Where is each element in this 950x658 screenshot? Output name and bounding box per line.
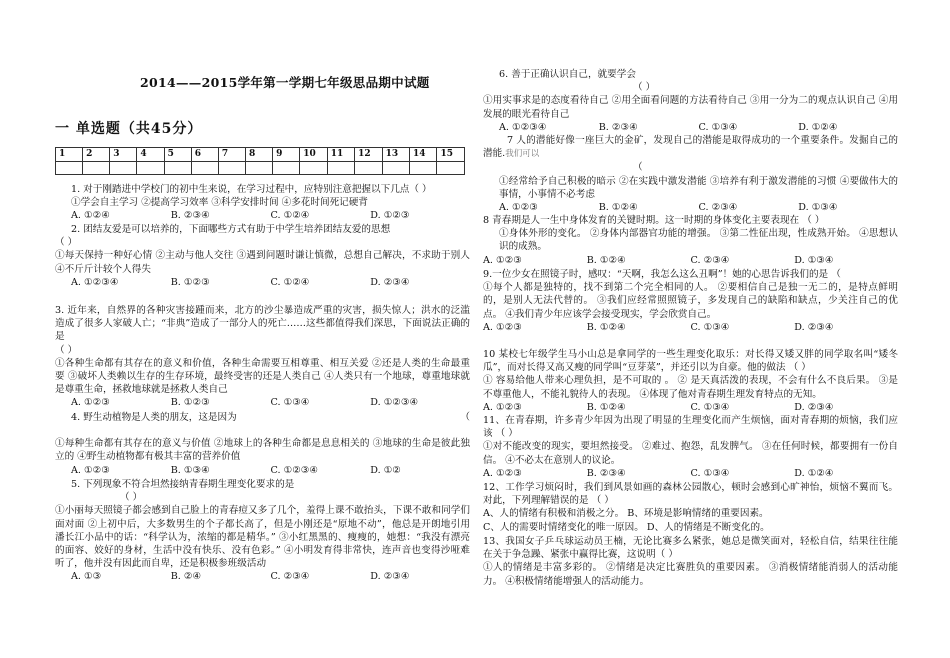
option-b: B. ①③④: [170, 464, 210, 476]
stem-note: 我们可以: [505, 149, 540, 160]
option-b: B. ①②④: [598, 202, 638, 214]
answer-cell[interactable]: [410, 162, 437, 175]
answer-cell[interactable]: [437, 162, 465, 175]
option-a: A. ①②③: [499, 202, 538, 214]
option-d: D. ②③④: [370, 571, 410, 583]
answer-cell[interactable]: [110, 162, 137, 175]
option-a: A. ①②④: [71, 210, 110, 222]
option-a: A. ①③: [71, 571, 102, 583]
option-d: D. ①②③④: [370, 397, 419, 409]
question-stem: 6. 善于正确认识自己，就要学会: [499, 69, 636, 80]
answer-grid-blank-row: [56, 162, 465, 175]
option-b: B. ①②④: [586, 254, 626, 266]
question-8: [483, 214, 898, 267]
question-12: [483, 481, 898, 534]
answer-cell-number: 12: [355, 148, 382, 162]
answer-cell-number: 8: [245, 148, 272, 162]
option-a: A. ①②③: [71, 464, 110, 476]
option-d: D. ①③④: [798, 202, 838, 214]
option-c: C. ②③④: [690, 254, 730, 266]
option-a: A. ①②③: [71, 397, 110, 409]
answer-cell[interactable]: [164, 162, 191, 175]
question-stem: 10 某校七年级学生马小山总是拿同学的一些生理变化取乐：对长得又矮又胖的同学取名叫“矮冬瓜”，而对长得又高又瘦的同学叫“豆芽菜”，并还引以为自豪。他的做法 （ ）: [483, 349, 898, 374]
question-items: ①身体外形的变化。 ②身体内部器官功能的增强。 ③第二性征出现，性成熟开始。 ④思想认识的成熟。: [499, 228, 898, 253]
option-d: D. ①②④: [798, 121, 838, 133]
option-d: D. ①②③: [370, 210, 410, 222]
option-a: A. ①②③④: [71, 276, 119, 288]
option-c: C. ①②④: [270, 276, 310, 288]
answer-cell-number: 11: [327, 148, 354, 162]
answer-cell[interactable]: [137, 162, 164, 175]
answer-options: [483, 401, 898, 414]
answer-options: [55, 570, 470, 583]
option-b: B. ①②③: [170, 276, 210, 288]
option-c: C. ①③④: [690, 401, 730, 413]
answer-options: [55, 464, 470, 477]
question-stem: 12、工作学习烦闷时，我们到风景如画的森林公园散心，顿时会感到心旷神怡，烦恼不翼而飞。对此，下列理解错误的是 （ ）: [483, 482, 898, 507]
answer-cell-number: 2: [83, 148, 110, 162]
option-a: A. ①②③: [483, 401, 522, 413]
question-3: [55, 304, 470, 410]
answer-cell[interactable]: [273, 162, 300, 175]
answer-cell-number: 6: [191, 148, 218, 162]
answer-grid-header: [56, 148, 465, 162]
question-items: ①对不能改变的现实，要坦然接受。 ②难过、抱怨，乱发脾气。 ③在任何时候，都要拥有一份自信。 ④不必太在意别人的议论。: [483, 441, 898, 466]
question-stem: 3. 近年来，自然界的各种灾害接踵而来，北方的沙尘暴造成严重的灾害，损失惊人；洪水的泛滥造成了很多人家破人亡；“非典”造成了一部分人的死亡……这些都值得我们深思，下面说法正确的是: [55, 305, 470, 343]
question-stem: [55, 411, 470, 424]
question-9: [483, 268, 898, 334]
option-a: A. ①②③: [483, 254, 522, 266]
answer-cell[interactable]: [56, 162, 83, 175]
answer-cell[interactable]: [355, 162, 382, 175]
question-items: ①用实事求是的态度看待自己 ②用全面看问题的方法看待自己 ③用一分为二的观点认识自己 ④用发展的眼光看待自己: [483, 95, 898, 120]
question-items: ①经常给予自己积极的暗示 ②在实践中激发潜能 ③培养有利于激发潜能的习惯 ④要做伟大的事情，小事情不必考虑: [499, 175, 898, 200]
question-stem: 5. 下列现象不符合坦然接纳青春期生理变化要求的是: [71, 479, 295, 490]
answer-paren: （ ）: [55, 344, 78, 356]
stem-text: 4. 野生动植物是人类的朋友，这是因为: [71, 412, 237, 423]
answer-cell[interactable]: [300, 162, 327, 175]
question-items: ① 容易给他人带来心理负担，是不可取的 。 ② 是天真活泼的表现，不会有什么不良后果。 ③是不尊重他人，不能礼貌待人的表现。 ④体现了他对青春期生理发育特点的无知。: [483, 375, 898, 400]
answer-cell[interactable]: [382, 162, 409, 175]
question-stem: 11、在青春期，许多青少年因为出现了明显的生理变化而产生烦恼，面对青春期的烦恼，我们应该 （ ）: [483, 415, 898, 440]
answer-grid: [55, 147, 465, 175]
question-items: ①每天保持一种好心情 ②主动与他人交往 ③遇到问题时谦让慎微，总想自己解决，不求助于别人 ④不斤斤计较个人得失: [55, 250, 470, 275]
question-items-line-2: C、人的需要时情绪变化的唯一原因。 D、人的情绪是不断变化的。: [483, 521, 770, 533]
question-items: ①学会自主学习 ②提高学习效率 ③科学安排时间 ④多花时间死记硬背: [71, 197, 368, 209]
answer-cell-number: 1: [56, 148, 83, 162]
option-b: B. ②③④: [598, 121, 638, 133]
section-heading: 一 单选题（共45分）: [55, 121, 203, 137]
option-b: B. ①②③: [170, 397, 210, 409]
question-stem: 9.一位少女在照镜子时，感叹：“天啊，我怎么这么丑啊”！她的心思告诉我们的是 （: [483, 269, 841, 280]
question-items: ①每个人都是独特的，找不到第二个完全相同的人。 ②要相信自己是独一无二的，是特点鲜明的，是别人无法代替的。 ③我们应经常照照镜子，多发现自己的缺陷和缺点，少关注自己的优点。 ④我们青少年应该学会接受现实，学会欣赏自己。: [483, 282, 898, 320]
question-stem: 2. 团结友爱是可以培养的，下面哪些方式有助于中学生培养团结友爱的思想: [71, 224, 391, 235]
option-c: C. ①③④: [690, 467, 730, 479]
answer-paren: （: [633, 162, 643, 174]
question-7: [483, 134, 898, 214]
question-4: [55, 411, 470, 477]
option-d: D. ②③④: [794, 401, 834, 413]
answer-cell[interactable]: [83, 162, 110, 175]
option-b: B. ①②④: [586, 401, 626, 413]
answer-options: [483, 121, 898, 134]
option-b: B. ②③④: [170, 210, 210, 222]
question-items: ①小丽每天照镜子都会感到自己脸上的青春痘又多了几个，羞得上课不敢抬头，下课不敢和同学们面对面 ②上初中后，大多数男生的个子都长高了，但是小刚还是“原地不动”，他总是开朗地引用潘长江小品中的话：“科学认为，浓缩的都是精华。” ③小红黑黑的、瘦瘦的，她想：“我没有漂亮的面容、姣好的身材，生活中没有快乐、没有色彩。” ④小明发育得非常快，连声音也变得沙哑难听了，他并没有因此而自卑，还是积极参班级活动: [55, 505, 470, 570]
answer-cell-number: 3: [110, 148, 137, 162]
option-c: C. ①②③④: [270, 464, 319, 476]
question-items-line-1: A、人的情绪有积极和消极之分。 B、环境是影响情绪的重要因素。: [483, 508, 769, 520]
answer-options: [483, 201, 898, 214]
answer-cell-number: 15: [437, 148, 465, 162]
question-items: ①人的情绪是丰富多彩的。 ②情绪是决定比赛胜负的重要因素。 ③消极情绪能消弱人的活动能力。 ④积极情绪能增强人的活动能力。: [483, 562, 898, 587]
answer-paren: （: [460, 412, 470, 423]
question-11: [483, 414, 898, 480]
option-d: D. ②③④: [794, 321, 834, 333]
option-b: B. ②④: [170, 571, 202, 583]
answer-paren: （ ）: [633, 82, 656, 94]
question-2: [55, 223, 470, 289]
option-a: A. ①②③④: [499, 121, 547, 133]
answer-cell[interactable]: [218, 162, 245, 175]
option-a: A. ①②③: [483, 321, 522, 333]
question-10: [483, 348, 898, 414]
answer-cell[interactable]: [327, 162, 354, 175]
answer-options: [55, 276, 470, 289]
question-stem: 8 青春期是人一生中身体发育的关键时期。这一时期的身体变化主要表现在 （ ）: [483, 215, 825, 226]
question-items: ①各种生命都有其存在的意义和价值，各种生命需要互相尊重、相互关爱 ②还是人类的生命最重要 ③破坏人类赖以生存的生存环境，最终受害的还是人类自己 ④人类只有一个地球，尊重地球就是尊重生命，拯救地球就是拯救人类自己: [55, 357, 470, 396]
option-c: C. ①③④: [698, 121, 738, 133]
stem-text: 7 人的潜能好像一座巨大的金矿，发现自己的潜能是取得成功的一个重要条件。发掘自己的潜能.: [483, 135, 898, 160]
page-title: 2014——2015学年第一学期七年级思品期中试题: [140, 75, 430, 90]
answer-cell-number: 14: [410, 148, 437, 162]
question-5: [55, 478, 470, 584]
answer-cell[interactable]: [191, 162, 218, 175]
question-13: [483, 535, 898, 588]
answer-paren: （ ）: [55, 237, 78, 249]
option-a: A. ①②③: [483, 467, 522, 479]
option-c: C. ①③④: [690, 321, 730, 333]
answer-paren: （ ）: [120, 492, 143, 504]
question-1: [55, 183, 470, 223]
question-stem: [483, 134, 898, 161]
question-stem: 1. 对于刚踏进中学校门的初中生来说，在学习过程中，应特别注意把握以下几点（ ）: [71, 184, 432, 195]
option-c: C. ①③④: [270, 397, 310, 409]
option-c: C. ②③④: [698, 202, 738, 214]
question-stem: 13、我国女子乒乓球运动员王楠，无论比赛多么紧张，她总是微笑面对，轻松自信，结果往往能在关于争急躁、紧张中赢得比赛，这说明（ ）: [483, 536, 898, 561]
answer-cell-number: 7: [218, 148, 245, 162]
option-d: D. ①③④: [794, 254, 834, 266]
option-d: D. ①②: [370, 464, 401, 476]
answer-cell-number: 5: [164, 148, 191, 162]
option-b: B. ①②④: [586, 321, 626, 333]
answer-options: [55, 209, 470, 222]
question-items: ①每种生命都有其存在的意义与价值 ②地球上的各种生命都是息息相关的 ③地球的生命是彼此独立的 ④野生动植物都有极其丰富的营养价值: [55, 438, 470, 463]
answer-cell[interactable]: [245, 162, 272, 175]
option-c: C. ②③④: [270, 571, 310, 583]
option-b: B. ②③④: [586, 467, 626, 479]
answer-options: [55, 396, 470, 409]
answer-cell-number: 13: [382, 148, 409, 162]
option-d: D. ②③④: [370, 276, 410, 288]
answer-options: [483, 321, 898, 334]
answer-options: [483, 467, 898, 480]
answer-cell-number: 10: [300, 148, 327, 162]
answer-options: [483, 254, 898, 267]
option-d: D. ①②④: [794, 467, 834, 479]
option-c: C. ①②④: [270, 210, 310, 222]
answer-cell-number: 9: [273, 148, 300, 162]
answer-cell-number: 4: [137, 148, 164, 162]
question-6: [483, 68, 898, 134]
